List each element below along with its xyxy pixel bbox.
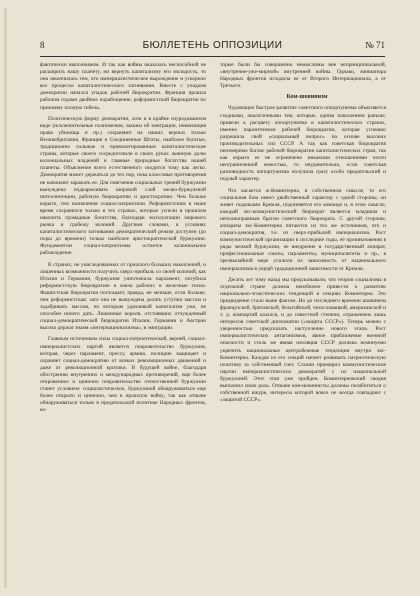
paragraph: торые были бы совершенно немыслимы вне непринципиальной, «внутренне-уже-мирной» внутренней войны. Однако, миниатюра Народных фронтов исходила ее от Второго Интернационала, а от Третьего. xyxy=(220,62,386,90)
paragraph: Что касается ж-Коминтерна, в собственном смысле, то его социальная база имеет двойственный характер: с одной стороны, он живет подачками Кремля, подчиняется его команде и, в этом смысле, каждый экс-коммунистический бюрократ является младшим и неполноправным братом советского бюрократа. С другой стороны, аппараты экс-Коминтерна питаются из тех же источников, что и социал-демократия, т.е. из сверх-прибылей империализма. Рост коммунистической организации в последние годы, её проникновения в ряды мелкой буржуазии, ее внедрение в государственный аппарат, профессиональные союзы, парламенты, муниципалитеты и пр., в чрезвычайной мере усилили их зависимость от национального империализма в ущерб традиционной зависимости от Кремля. xyxy=(220,187,386,272)
paragraph: Десять лет тому назад мы предсказывали, что теория социализма в отдельной стране должна неизбежно привести к развитию национально-эгоистических тенденций в секциях Коминтерна. Это предвидение стало ныне фактом. Но до последнего времени шовинизм французской, британской, бельгийской, чехословацкой, американской и т. д. компартий казался, и до известной степени, отражением лишь интересов советской дипломатии («защита СССР»). Теперь можно с уверенностью предсказать наступление нового этапа. Рост империалистических антагонизмов, явное приближение военной опасности и столь же явная изоляция СССР должны неминуемо укрепить национальные центробежные тенденции внутри экс-Коминтерна. Каждая из его секций начнет развивать патриотическую политику за собственный счет. Сталин примирил коммунистические партии империалистических демократий с их национальной буржуазией. Этот этап уже пройден. Коминтерновский сводня выполнил свою роль. Отныне ком-шовинисты должны позаботиться о собственной шкуре, интересы которой вовсе не всегда совпадают с «защитой СССР». xyxy=(220,276,386,404)
issue-number: № 71 xyxy=(365,40,385,50)
paragraph: Чудовищно быстрое развитие советского оппортунизма объясняется сходными, аналогичными тем, которые, одним поколением раньше, привели к расцвету оппортунизма в капиталистических странах, именно паразитизмом рабочей бюрократии, которая успешно разрешила свой «социальный вопрос» на основе высоких производительных сил СССР. А так как советская бюрократия неизмеримо богаче рабочей бюрократии капиталистических стран, так как корыто ее не ограничено никакими отношениями почти неограниченной емкостью, то неудивительно, если советская разновидность оппортунизма получила сразу особо предательский и подлый характер. xyxy=(220,105,386,183)
left-text-column xyxy=(40,62,206,419)
paragraph: Политическую форму демократии, хотя и в крайне изуродованном виде (исключительные полномочия, законы об эмиграции, инквизиция права убежища и пр.) сохраняют на наших верных только Великобритания, Франция и Соединенные Штаты, наиболее богатые, традиционно сильные и привилегированные капиталистические страны, которые своего сосредоточили в своих руках львиную долю колониальных владений и главные природные богатства нашей планеты. Объяснение всего естественного сводится тому как легко. Демократия может держаться до тех пор, пока классовые противоречия не начинают заражать ее. Для смягчения социальных трений буржуазии вынуждена подкармливать широкий слой мелко-буржуазной интеллигенции, рабочую бюрократию и аристократию. Чем больше корыто, тем назначения социал-патриотизм. Реформистским в наше время сохранился только в тех странах, которые успели в прошлом накопить громадные богатства, благодаря эксплуатации мирового рынка и грабежу колоний. Другими словами, в условиях капиталистического загнивания демократический режим доступен (до поры до времени) только наиболее аристократической буржуазии. Фундаментом социал-патриотизма остается колониальное рабовладение. xyxy=(40,115,206,257)
journal-title: БЮЛЛЕТЕНЬ ОППОЗИЦИИ xyxy=(142,40,283,51)
paragraph: фактически выполнимом. И так как войны оказалась неспособной не расширить нашу планету, ни вернуть капитализму его молодость, то она закончилась тем, что империалистическое вырождение и ускорило все процессы капиталистического загнивания. Вместе с упадком демократии начался упадок рабочей бюрократии. Франция прошла рабочим годами двойное порабощение; реформистской бюрократии по прежнему полную гибель. xyxy=(40,62,206,111)
page-edge-shadow xyxy=(4,8,7,588)
paragraph: В странах, не унаследованных от прошлого больших накоплений, и лишенных возможности получить сверх-прибыль со своей колоний, как Италия и Германия, буржуазия уничтожила парламент, погубила реформистскую бюрократию и взяла рабочих в железные тиски. Фашистская бюрократия поглощает, правда, не меньше, если больше, чем реформистская; зато она не вынуждена делать уступки массам и задабривать массам, но которым удачливый капитализм уже, не способен ничего дать. Лишенные короля, отстоявших отчужденный социал-демократической бюрократии Италии, Германии и Австрии высоко держат знамя «интернационализма», в эмиграции. xyxy=(40,261,206,332)
page-number: 8 xyxy=(40,40,45,50)
running-header xyxy=(40,38,385,57)
paragraph: Главным источником силы социал-патриотической, верней, социал-империалистских партий является покровительство буржуазии, которая, через парламент, прессу, армию, полицию защищает и охраняет социал-демократию от всяких революционных движений и даже от революционной критики. В будущей войне, благодаря обострению внутренних и международных противоречий, еще более откровенное и цинично покровительство отечественной буржуазии станет условием: социалистическое, буржуазной обнаруживаться еще более открыто и цинично, чем в прошлую войну, так как отныне обнаруживаться только в предательской политике Народных фронтов, ко- xyxy=(40,336,206,414)
section-heading: Ком-шовинизм xyxy=(286,94,328,101)
right-text-column xyxy=(220,62,386,408)
